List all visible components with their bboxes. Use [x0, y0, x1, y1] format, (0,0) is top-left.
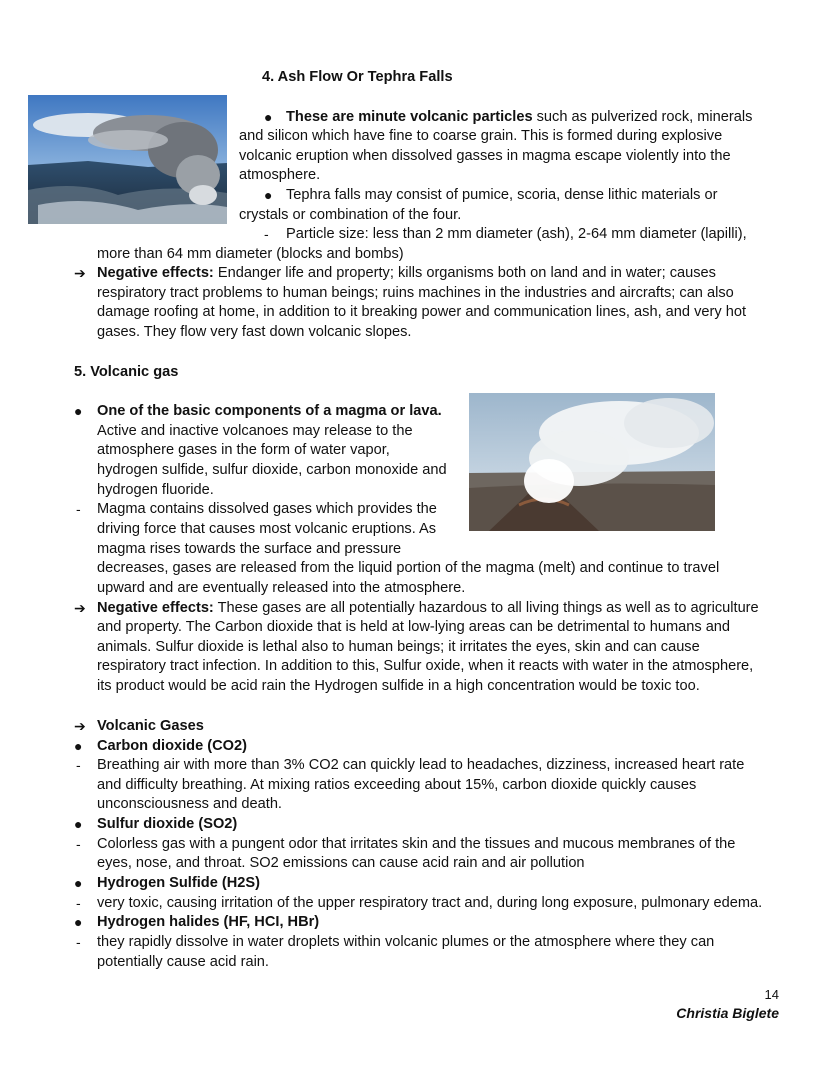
- text-line: upward and are eventually released into the atmosphere.: [97, 580, 466, 596]
- volcanic-gases-heading: Volcanic Gases: [97, 718, 204, 734]
- text-line: Colorless gas with a pungent odor that irritates skin and the tissues and mucous membranes of the: [97, 836, 736, 852]
- text-line: respiratory tract infection. In addition to this, Sulfur oxide, when it reacts with water in the atmosphere,: [97, 658, 754, 674]
- text-line: animals. Sulfur dioxide is lethal also to human beings; it irritates the eyes, skin and can cause: [97, 639, 700, 655]
- text-line: atmosphere.: [239, 167, 321, 183]
- text-line: hydrogen fluoride.: [97, 482, 214, 498]
- text-line: and property. The Carbon dioxide that is held at low-lying areas can be detrimental to humans and: [97, 619, 731, 635]
- bullet-icon: ●: [264, 187, 273, 203]
- dash-icon: -: [76, 934, 81, 950]
- ash-cloud-photo: [28, 95, 227, 224]
- bullet-icon: ●: [74, 816, 83, 832]
- steaming-crater-photo: [469, 393, 715, 531]
- so2-title: Sulfur dioxide (SO2): [97, 816, 238, 832]
- text-line: very toxic, causing irritation of the upper respiratory tract and, during long exposure, pulmonary edema.: [97, 895, 763, 911]
- text-line: volcanic eruption when dissolved gasses in magma escape violently into the: [239, 148, 731, 164]
- text-line: decreases, gases are released from the liquid portion of the magma (melt) and continue to travel: [97, 560, 720, 576]
- section-5-negative-effects: Negative effects: These gases are all potentially hazardous to all living things as well as to agriculture: [97, 600, 759, 616]
- section-5-bullet-1: One of the basic components of a magma or lava.: [97, 403, 442, 419]
- section-4-negative-effects: Negative effects: Endanger life and property; kills organisms both on land and in water; causes: [97, 265, 716, 281]
- author-name: Christia Biglete: [676, 1005, 779, 1021]
- dash-icon: -: [264, 226, 269, 242]
- bullet-icon: ●: [74, 738, 83, 754]
- text-line: magma rises towards the surface and pressure: [97, 541, 402, 557]
- arrow-icon: ➔: [74, 265, 86, 281]
- text-line: hydrogen sulfide, sulfur dioxide, carbon monoxide and: [97, 462, 447, 478]
- halides-title: Hydrogen halides (HF, HCI, HBr): [97, 914, 320, 930]
- text-line: and silicon which have fine to coarse grain. This is formed during explosive: [239, 128, 723, 144]
- bullet-icon: ●: [74, 914, 83, 930]
- section-4-heading: 4. Ash Flow Or Tephra Falls: [262, 69, 453, 85]
- text-line: driving force that causes most volcanic eruptions. As: [97, 521, 437, 537]
- arrow-icon: ➔: [74, 600, 86, 616]
- dash-icon: -: [76, 895, 81, 911]
- text-line: damage roofing at home, in addition to it breaking power and communication lines, ash, and very hot: [97, 304, 746, 320]
- text-line: crystals or combination of the four.: [239, 207, 462, 223]
- text-line: more than 64 mm diameter (blocks and bombs): [97, 246, 404, 262]
- text-line: respiratory tract problems to human beings; ruins machines in the industries and aircrafts; can also: [97, 285, 734, 301]
- magma-text: Magma contains dissolved gases which provides the: [97, 501, 437, 517]
- dash-icon: -: [76, 501, 81, 517]
- arrow-icon: ➔: [74, 718, 86, 734]
- page-number: 14: [764, 987, 779, 1002]
- section-4-bullet-2: Tephra falls may consist of pumice, scoria, dense lithic materials or: [286, 187, 718, 203]
- text-line: atmosphere gases in the form of water vapor,: [97, 442, 390, 458]
- bullet-icon: ●: [74, 403, 83, 419]
- section-4-bullet-1: These are minute volcanic particles such as pulverized rock, minerals: [286, 109, 753, 125]
- dash-icon: -: [76, 757, 81, 773]
- text-line: gases. They flow very fast down volcanic slopes.: [97, 324, 412, 340]
- text-line: eyes, nose, and throat. SO2 emissions can cause acid rain and air pollution: [97, 855, 585, 871]
- section-5-heading: 5. Volcanic gas: [74, 364, 179, 380]
- text-line: unconsciousness and death.: [97, 796, 282, 812]
- text-line: Active and inactive volcanoes may release to the: [97, 423, 413, 439]
- text-line: its product would be acid rain the Hydrogen sulfide in a high concentration would be toxic too.: [97, 678, 700, 694]
- bullet-icon: ●: [264, 109, 273, 125]
- text-line: potentially cause acid rain.: [97, 954, 269, 970]
- text-line: Breathing air with more than 3% CO2 can quickly lead to headaches, dizziness, increased heart rate: [97, 757, 745, 773]
- co2-title: Carbon dioxide (CO2): [97, 738, 247, 754]
- particle-size-text: Particle size: less than 2 mm diameter (ash), 2-64 mm diameter (lapilli),: [286, 226, 747, 242]
- h2s-title: Hydrogen Sulfide (H2S): [97, 875, 260, 891]
- bullet-icon: ●: [74, 875, 83, 891]
- text-line: and difficulty breathing. At mixing ratios exceeding about 15%, carbon dioxide quickly causes: [97, 777, 697, 793]
- dash-icon: -: [76, 836, 81, 852]
- text-line: they rapidly dissolve in water droplets within volcanic plumes or the atmosphere where they can: [97, 934, 715, 950]
